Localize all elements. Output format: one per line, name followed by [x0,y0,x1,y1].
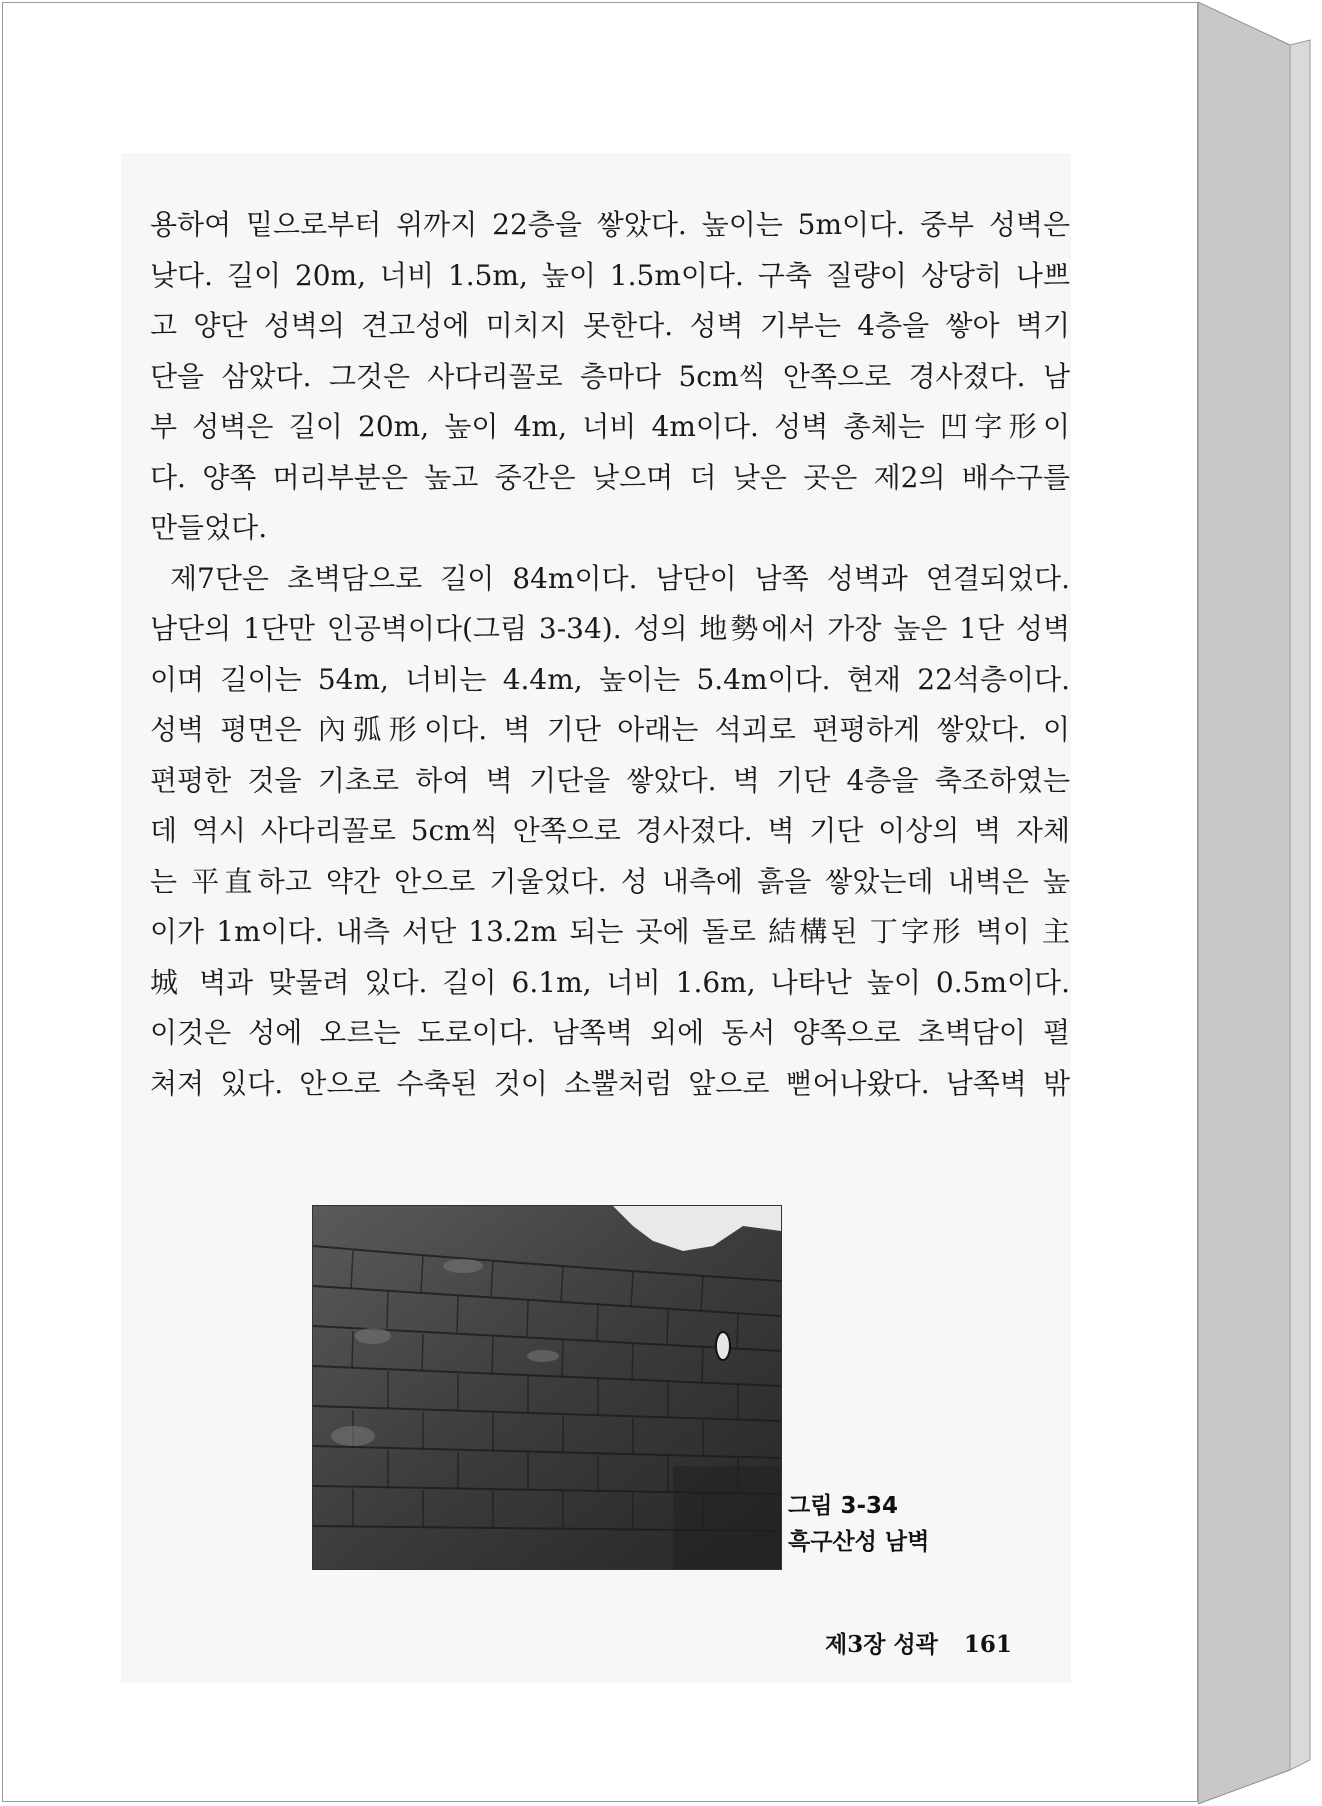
stone-wall-illustration [313,1206,781,1569]
book-spine-edge [1198,0,1322,1806]
chapter-title: 제3장 성곽 [825,1631,938,1658]
text-line: 부 성벽은 길이 20m, 높이 4m, 너비 4m이다. 성벽 총체는 凹字形이 [150,410,1070,443]
text-line: 낮다. 길이 20m, 너비 1.5m, 높이 1.5m이다. 구축 질량이 상당히 나쁘 [150,258,1070,292]
text-line: 만들었다. [150,511,268,544]
text-line: 제7단은 초벽담으로 길이 84m이다. 남단이 남쪽 성벽과 연결되었다. [170,561,1070,595]
stone-wall-photo [312,1205,782,1570]
text-line: 성벽 평면은 內弧形이다. 벽 기단 아래는 석괴로 편평하게 쌓았다. 이 [150,713,1070,746]
text-line: 고 양단 성벽의 견고성에 미치지 못한다. 성벽 기부는 4층을 쌓아 벽기 [150,309,1070,342]
text-line: 이것은 성에 오르는 도로이다. 남쪽벽 외에 동서 양쪽으로 초벽담이 펼 [150,1016,1070,1049]
text-line: 는 平直하고 약간 안으로 기울었다. 성 내측에 흙을 쌓았는데 내벽은 높 [150,864,1070,898]
text-line: 데 역시 사다리꼴로 5cm씩 안쪽으로 경사졌다. 벽 기단 이상의 벽 자체 [150,814,1070,847]
text-line: 단을 삼았다. 그것은 사다리꼴로 층마다 5cm씩 안쪽으로 경사졌다. 남 [150,359,1070,393]
figure-caption [788,1488,929,1560]
text-line: 용하여 밑으로부터 위까지 22층을 쌓았다. 높이는 5m이다. 중부 성벽은 [150,208,1070,241]
body-text [150,200,1070,1109]
text-line: 이며 길이는 54m, 너비는 4.4m, 높이는 5.4m이다. 현재 22석층이다. [150,662,1070,696]
text-line: 쳐져 있다. 안으로 수축된 것이 소뿔처럼 앞으로 뻗어나왔다. 남쪽벽 밖 [150,1066,1070,1100]
page-number: 161 [963,1631,1012,1658]
figure-title: 흑구산성 남벽 [788,1529,930,1555]
text-line: 편평한 것을 기초로 하여 벽 기단을 쌓았다. 벽 기단 4층을 축조하였는 [150,763,1070,797]
figure-number: 그림 3-34 [788,1493,898,1519]
text-line: 城 벽과 맞물려 있다. 길이 6.1m, 너비 1.6m, 나타난 높이 0.5m이다. [150,965,1070,999]
page-footer [825,1626,1012,1659]
text-line: 다. 양쪽 머리부분은 높고 중간은 낮으며 더 낮은 곳은 제2의 배수구를 [150,460,1070,494]
text-line: 남단의 1단만 인공벽이다(그림 3-34). 성의 地勢에서 가장 높은 1단 성벽 [150,612,1070,645]
text-line: 이가 1m이다. 내측 서단 13.2m 되는 곳에 돌로 結構된 丁字形 벽이 主 [150,915,1070,948]
